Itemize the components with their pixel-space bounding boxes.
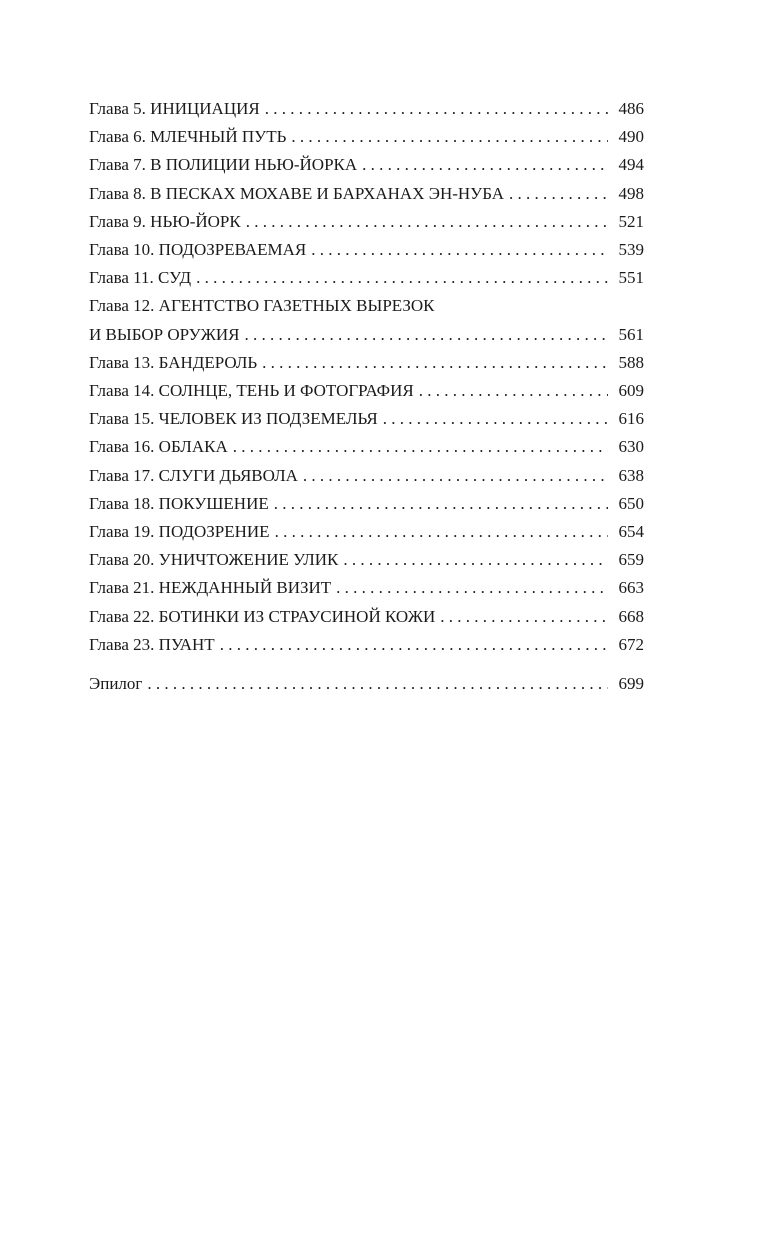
page-number: 561 bbox=[618, 324, 644, 344]
dot-leader bbox=[274, 490, 608, 518]
chapter-title: Глава 6. МЛЕЧНЫЙ ПУТЬ bbox=[89, 127, 287, 147]
chapter-title: Глава 13. БАНДЕРОЛЬ bbox=[89, 352, 258, 372]
chapter-title: Глава 19. ПОДОЗРЕНИЕ bbox=[89, 522, 270, 542]
chapter-title: Глава 9. НЬЮ-ЙОРК bbox=[89, 211, 241, 231]
table-of-contents bbox=[89, 95, 644, 698]
dot-leader bbox=[343, 546, 608, 574]
toc-entry-chapter-6 bbox=[89, 123, 644, 151]
toc-entry-chapter-15 bbox=[89, 405, 644, 433]
dot-leader bbox=[245, 321, 608, 349]
toc-entry-chapter-11 bbox=[89, 264, 644, 292]
toc-entry-chapter-13 bbox=[89, 349, 644, 377]
dot-leader bbox=[362, 151, 608, 179]
toc-entry-chapter-16 bbox=[89, 433, 644, 461]
chapter-title: Глава 23. ПУАНТ bbox=[89, 634, 215, 654]
dot-leader bbox=[311, 236, 608, 264]
toc-entry-chapter-14 bbox=[89, 377, 644, 405]
toc-entry-chapter-9 bbox=[89, 208, 644, 236]
page-number: 668 bbox=[618, 606, 644, 626]
section-spacer bbox=[89, 659, 644, 670]
toc-entry-chapter-23 bbox=[89, 631, 644, 659]
chapter-title: Глава 11. СУД bbox=[89, 268, 192, 288]
chapter-title: Глава 22. БОТИНКИ ИЗ СТРАУСИНОЙ КОЖИ bbox=[89, 606, 436, 626]
toc-entry-chapter-7 bbox=[89, 151, 644, 179]
dot-leader bbox=[509, 180, 608, 208]
dot-leader bbox=[147, 670, 608, 698]
chapter-title: Глава 7. В ПОЛИЦИИ НЬЮ-ЙОРКА bbox=[89, 155, 358, 175]
toc-entry-chapter-5 bbox=[89, 95, 644, 123]
chapter-title: И ВЫБОР ОРУЖИЯ bbox=[89, 324, 240, 344]
toc-entry-chapter-12 bbox=[89, 321, 644, 349]
toc-entry-chapter-18 bbox=[89, 490, 644, 518]
page-number: 486 bbox=[618, 99, 644, 118]
dot-leader bbox=[265, 95, 608, 123]
page-number: 616 bbox=[618, 409, 644, 429]
epilogue-title: Эпилог bbox=[89, 674, 143, 694]
page-number: 663 bbox=[618, 578, 644, 598]
dot-leader bbox=[196, 264, 608, 292]
page-number: 659 bbox=[618, 550, 644, 570]
chapter-title: Глава 17. СЛУГИ ДЬЯВОЛА bbox=[89, 465, 298, 485]
page-number: 650 bbox=[618, 493, 644, 513]
page-number: 588 bbox=[618, 352, 644, 372]
page-number: 539 bbox=[618, 240, 644, 260]
page-number: 654 bbox=[618, 522, 644, 542]
page-number: 699 bbox=[618, 674, 644, 694]
dot-leader bbox=[220, 631, 608, 659]
dot-leader bbox=[440, 603, 608, 631]
dot-leader bbox=[262, 349, 608, 377]
page-number: 672 bbox=[618, 634, 644, 654]
chapter-title: Глава 10. ПОДОЗРЕВАЕМАЯ bbox=[89, 240, 307, 260]
toc-entry-chapter-19 bbox=[89, 518, 644, 546]
chapter-title: Глава 15. ЧЕЛОВЕК ИЗ ПОДЗЕМЕЛЬЯ bbox=[89, 409, 378, 429]
dot-leader bbox=[246, 208, 608, 236]
chapter-title: Глава 21. НЕЖДАННЫЙ ВИЗИТ bbox=[89, 578, 332, 598]
dot-leader bbox=[336, 574, 608, 602]
dot-leader bbox=[275, 518, 608, 546]
chapter-title: Глава 5. ИНИЦИАЦИЯ bbox=[89, 99, 260, 118]
dot-leader bbox=[233, 433, 608, 461]
chapter-title: Глава 14. СОЛНЦЕ, ТЕНЬ И ФОТОГРАФИЯ bbox=[89, 381, 414, 401]
toc-entry-chapter-8 bbox=[89, 180, 644, 208]
page-number: 494 bbox=[618, 155, 644, 175]
page-number: 551 bbox=[618, 268, 644, 288]
page-number: 521 bbox=[618, 211, 644, 231]
page-number: 609 bbox=[618, 381, 644, 401]
dot-leader bbox=[383, 405, 608, 433]
toc-entry-chapter-21 bbox=[89, 574, 644, 602]
toc-entry-chapter-20 bbox=[89, 546, 644, 574]
toc-entry-chapter-10 bbox=[89, 236, 644, 264]
page-number: 630 bbox=[618, 437, 644, 457]
page-number: 498 bbox=[618, 183, 644, 203]
chapter-title: Глава 20. УНИЧТОЖЕНИЕ УЛИК bbox=[89, 550, 339, 570]
dot-leader bbox=[291, 123, 608, 151]
page-number: 638 bbox=[618, 465, 644, 485]
toc-entry-chapter-22 bbox=[89, 603, 644, 631]
chapter-title-line-1: Глава 12. АГЕНТСТВО ГАЗЕТНЫХ ВЫРЕЗОК bbox=[89, 296, 435, 316]
chapter-title: Глава 8. В ПЕСКАХ МОХАВЕ И БАРХАНАХ ЭН-НУБА bbox=[89, 183, 505, 203]
page-number: 490 bbox=[618, 127, 644, 147]
dot-leader bbox=[419, 377, 608, 405]
toc-entry-chapter-17 bbox=[89, 462, 644, 490]
chapter-title: Глава 18. ПОКУШЕНИЕ bbox=[89, 493, 269, 513]
toc-entry-epilogue bbox=[89, 670, 644, 698]
chapter-title: Глава 16. ОБЛАКА bbox=[89, 437, 228, 457]
dot-leader bbox=[303, 462, 608, 490]
